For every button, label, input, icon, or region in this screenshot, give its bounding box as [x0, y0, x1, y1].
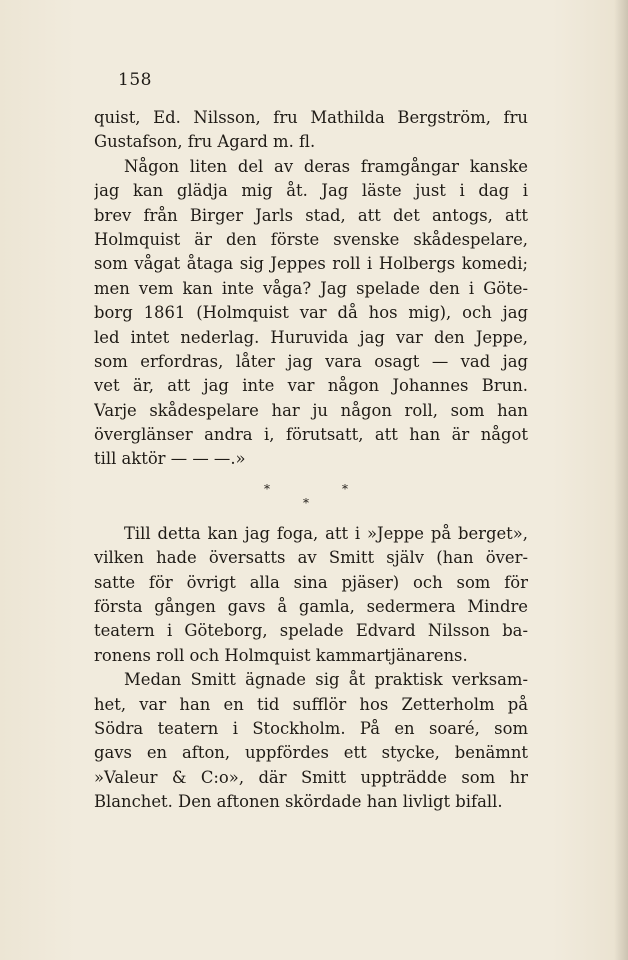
paragraph-2 [94, 155, 528, 472]
text-line: som erfordras, låter jag vara osagt — vad jag [94, 351, 528, 371]
paragraph-1 [94, 106, 528, 155]
asterisk-icon: * [303, 495, 309, 510]
text-line: brev från Birger Jarls stad, att det antogs, att [94, 205, 528, 225]
text-line: »Valeur & C:o», där Smitt uppträdde som hr [94, 767, 528, 787]
text-line: första gången gavs å gamla, sedermera Mindre [94, 597, 528, 617]
text-line: men vem kan inte våga? Jag spelade den i Göte- [94, 278, 528, 298]
text-line: Varje skådespelare har ju någon roll, som han [94, 400, 528, 420]
text-line: het, var han en tid sufflör hos Zetterholm på [94, 694, 528, 714]
text-line: Till detta kan jag foga, att i »Jeppe på berget», [124, 523, 528, 543]
text-line: Holmquist är den förste svenske skådespelare, [94, 229, 528, 249]
text-line: borg 1861 (Holmquist var då hos mig), och jag [94, 303, 528, 323]
text-line: vet är, att jag inte var någon Johannes Brun. [94, 376, 528, 396]
text-line: teatern i Göteborg, spelade Edvard Nilsson ba- [94, 621, 528, 641]
text-line: quist, Ed. Nilsson, fru Mathilda Bergström, fru [94, 108, 528, 127]
text-line: jag kan glädja mig åt. Jag läste just i dag i [94, 181, 528, 201]
text-line: Blanchet. Den aftonen skördade han livligt bifall. [94, 792, 503, 812]
paragraph-4 [94, 668, 528, 814]
text-line: ronens roll och Holmquist kammartjänarens. [94, 645, 468, 665]
paragraph-3 [94, 522, 528, 668]
page-edge-shadow [614, 0, 628, 960]
body-text [94, 106, 528, 815]
text-line: till aktör — — —.» [94, 449, 246, 469]
text-line: Södra teatern i Stockholm. På en soaré, som [94, 718, 528, 738]
page-number: 158 [118, 70, 152, 90]
text-line: överglänser andra i, förutsatt, att han är något [94, 425, 528, 445]
section-separator [94, 472, 528, 522]
asterisk-icon: * [342, 481, 348, 496]
text-line: satte för övrigt alla sina pjäser) och som för [94, 572, 528, 592]
text-line: Gustafson, fru Agard m. fl. [94, 132, 316, 152]
text-line: gavs en afton, uppfördes ett stycke, benämnt [94, 743, 528, 763]
asterisk-icon: * [264, 481, 270, 496]
text-line: led intet nederlag. Huruvida jag var den Jeppe, [94, 327, 528, 347]
text-line: som vågat åtaga sig Jeppes roll i Holbergs komedi; [94, 254, 528, 274]
text-line: vilken hade översatts av Smitt själv (han över- [94, 548, 528, 568]
text-line: Medan Smitt ägnade sig åt praktisk verksam- [124, 670, 528, 690]
text-line: Någon liten del av deras framgångar kanske [124, 156, 528, 176]
